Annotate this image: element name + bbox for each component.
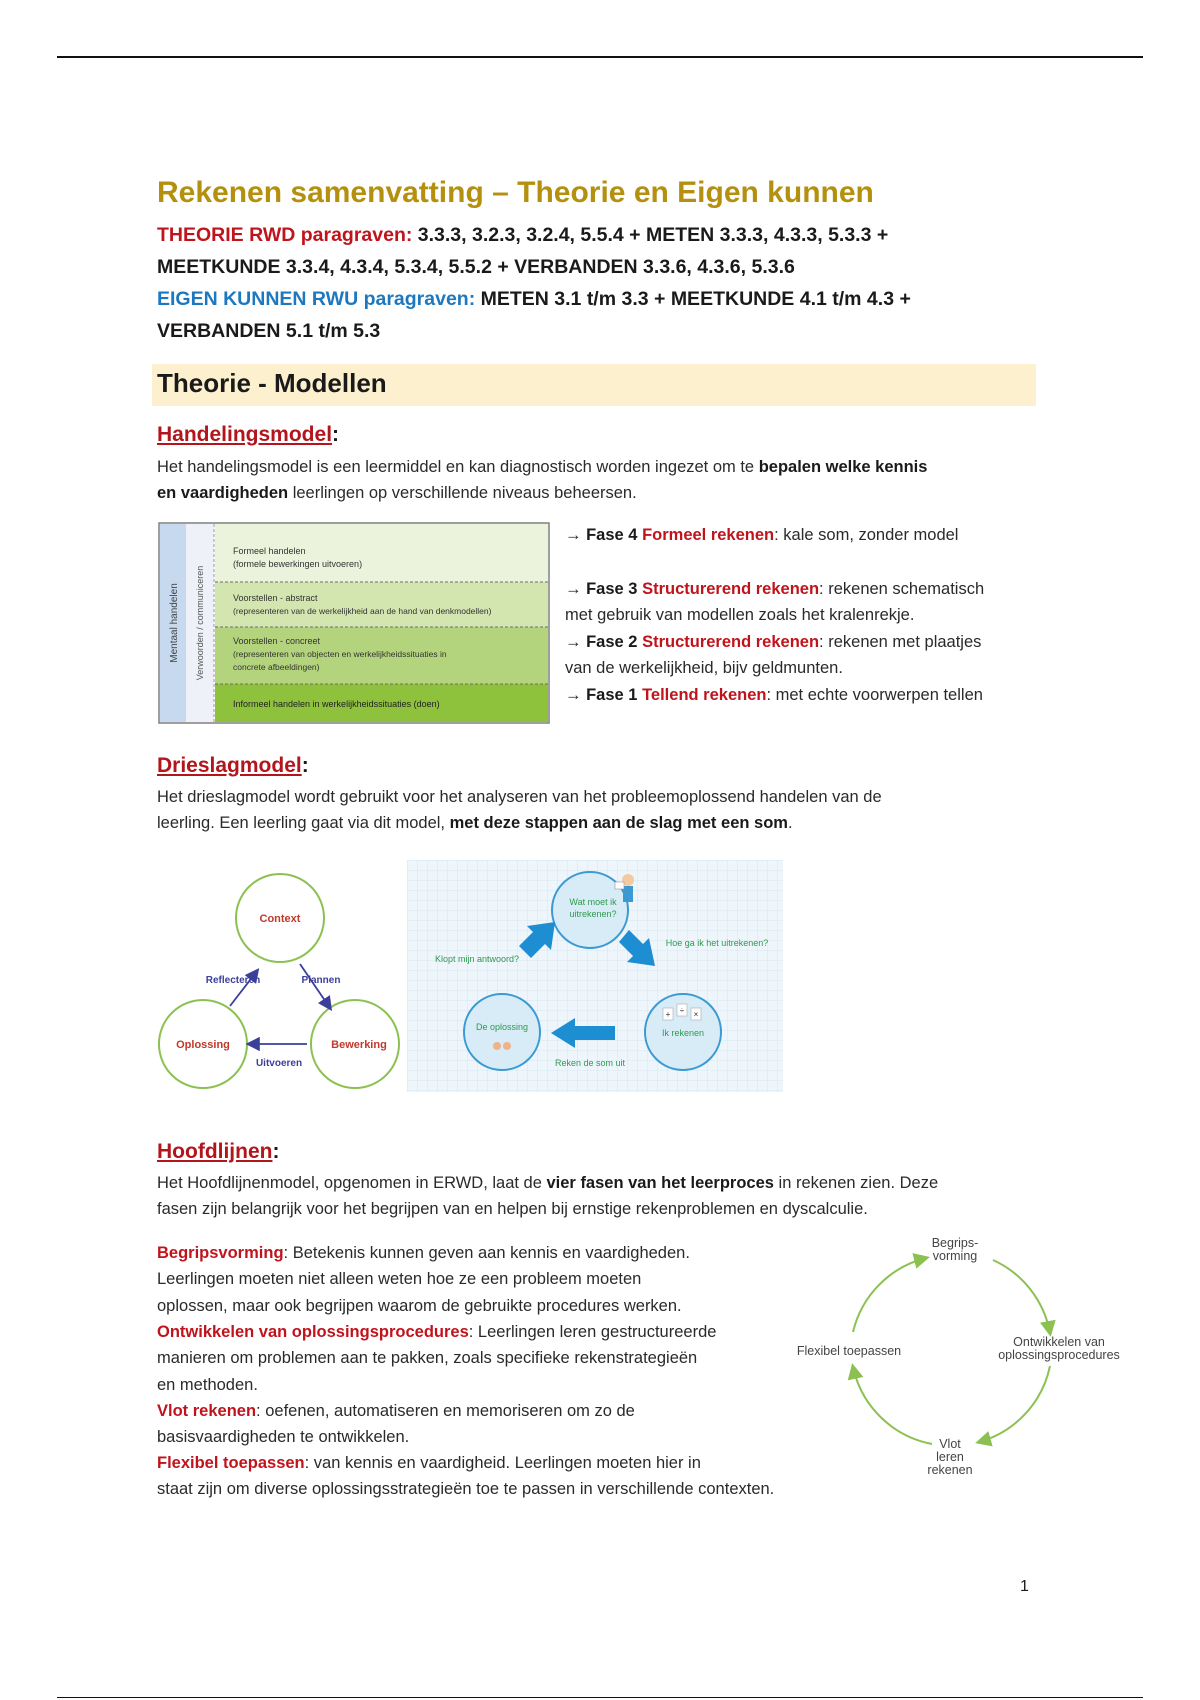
level-abstract — [215, 582, 548, 627]
svg-text:oplossingsprocedures: oplossingsprocedures — [998, 1348, 1120, 1362]
svg-text:rekenen: rekenen — [927, 1463, 973, 1477]
svg-text:(formele bewerkingen uitvoeren: (formele bewerkingen uitvoeren) — [233, 559, 363, 569]
svg-text:(representeren van de werkelij: (representeren van de werkelijkheid aan de hand van denkmodellen) — [233, 606, 492, 616]
svg-text:Context: Context — [259, 913, 301, 925]
page-number: 1 — [1020, 1578, 1029, 1595]
hoofdlijnen-text: Het Hoofdlijnenmodel, opgenomen in ERWD, laat de vier fasen van het leerproces in rekenen zien. Deze fasen zijn belangrijk voor het begrijpen van en helpen bij ernstige rekenproblemen en dyscalculie. — [157, 1174, 939, 1218]
svg-text:Uitvoeren: Uitvoeren — [255, 1058, 303, 1069]
eigen-kunnen-paragraphs: EIGEN KUNNEN RWU paragraven: METEN 3.1 t/m 3.3 + MEETKUNDE 4.1 t/m 4.3 + VERBANDEN 5.1 t/m 5.3 — [157, 288, 911, 342]
svg-text:Oplossing: Oplossing — [176, 1039, 230, 1051]
svg-text:Reken de som uit: Reken de som uit — [554, 1058, 626, 1068]
side-label-outer: Mentaal handelen — [169, 583, 180, 663]
svg-text:Klopt mijn antwoord?: Klopt mijn antwoord? — [434, 954, 520, 964]
svg-text:leren: leren — [936, 1450, 964, 1464]
svg-text:Formeel handelen: Formeel handelen — [233, 546, 306, 556]
drieslag-kids-diagram — [407, 860, 783, 1092]
phase-1: → Fase 1 Tellend rekenen: met echte voorwerpen tellen — [565, 686, 983, 704]
svg-text:Wat moet ik: Wat moet ik — [569, 897, 617, 907]
svg-text:Plannen: Plannen — [301, 975, 341, 986]
hoofdlijnen-heading: Hoofdlijnen: — [157, 1140, 280, 1163]
svg-text:÷: ÷ — [679, 1006, 685, 1015]
svg-text:Voorstellen - abstract: Voorstellen - abstract — [233, 593, 318, 603]
hoofdlijnen-cycle-diagram — [785, 1230, 1135, 1482]
svg-text:Ontwikkelen van: Ontwikkelen van — [1013, 1335, 1105, 1349]
handelingsmodel-diagram — [158, 522, 550, 724]
page-title: Rekenen samenvatting – Theorie en Eigen kunnen — [157, 176, 874, 209]
drieslagmodel-text: Het drieslagmodel wordt gebruikt voor het analyseren van het probleemoplossend handelen van de leerling. Een leerling gaat via dit model, met deze stappen aan de slag met een som. — [157, 788, 882, 832]
svg-text:Informeel handelen in werkelij: Informeel handelen in werkelijkheidssituaties (doen) — [233, 699, 440, 709]
handelingsmodel-text: Het handelingsmodel is een leermiddel en kan diagnostisch worden ingezet om te bepalen welke kennis en vaardigheden leerlingen op verschillende niveaus beheersen. — [157, 458, 928, 502]
svg-text:Reflecteren: Reflecteren — [205, 975, 261, 986]
hoofdlijnen-ontwikkelen: Ontwikkelen van oplossingsprocedures: Leerlingen leren gestructureerde manieren om problemen aan te pakken, zoals specifieke rekenstrategieën en methoden. — [157, 1323, 717, 1394]
svg-text:Bewerking: Bewerking — [331, 1039, 387, 1051]
svg-text:Voorstellen - concreet: Voorstellen - concreet — [233, 636, 321, 646]
phase-2: → Fase 2 Structurerend rekenen: rekenen met plaatjes van de werkelijkheid, bijv geldmunten. — [565, 633, 982, 677]
phase-4: → Fase 4 Formeel rekenen: kale som, zonder model — [565, 526, 959, 544]
svg-text:×: × — [693, 1010, 699, 1019]
svg-text:uitrekenen?: uitrekenen? — [569, 909, 617, 919]
hoofdlijnen-flexibel: Flexibel toepassen: van kennis en vaardigheid. Leerlingen moeten hier in staat zijn om diverse oplossingsstrategieën toe te passen in verschillende contexten. — [157, 1454, 775, 1499]
svg-text:Flexibel toepassen: Flexibel toepassen — [796, 1344, 902, 1358]
svg-text:+: + — [665, 1010, 671, 1019]
theorie-paragraphs: THEORIE RWD paragraven: 3.3.3, 3.2.3, 3.2.4, 5.5.4 + METEN 3.3.3, 4.3.3, 5.3.3 + MEETKUNDE 3.3.4, 4.3.4, 5.3.4, 5.5.2 + VERBANDEN 3.3.6, 4.3.6, 5.3.6 — [157, 224, 889, 278]
phase-3: → Fase 3 Structurerend rekenen: rekenen schematisch met gebruik van modellen zoals het kralenrekje. — [565, 580, 985, 624]
drieslag-cycle-diagram — [155, 868, 405, 1092]
svg-text:Begrips-: Begrips- — [931, 1236, 979, 1250]
hoofdlijnen-begripsvorming: Begripsvorming: Betekenis kunnen geven aan kennis en vaardigheden. Leerlingen moeten niet alleen weten hoe ze een probleem moeten oplossen, maar ook begrijpen waarom de gebruikte procedures werken. — [157, 1244, 690, 1315]
side-label-inner: Verwoorden / communiceren — [195, 565, 205, 681]
svg-text:Ik rekenen: Ik rekenen — [661, 1028, 705, 1038]
section-title: Theorie - Modellen — [157, 368, 387, 398]
hoofdlijnen-vlot-rekenen: Vlot rekenen: oefenen, automatiseren en memoriseren om zo de basisvaardigheden te ontwikkelen. — [157, 1402, 635, 1447]
svg-text:Vlot: Vlot — [939, 1437, 961, 1451]
bottom-rule — [57, 1697, 1143, 1698]
kids-left-circle — [464, 994, 540, 1070]
top-rule — [57, 56, 1143, 58]
handelingsmodel-heading: Handelingsmodel: — [157, 423, 340, 446]
svg-text:vorming: vorming — [932, 1249, 978, 1263]
drieslagmodel-heading: Drieslagmodel: — [157, 754, 309, 777]
svg-text:Hoe ga ik het uitrekenen?: Hoe ga ik het uitrekenen? — [665, 938, 769, 948]
svg-text:(representeren van objecten en: (representeren van objecten en werkelijkheidssituaties in — [233, 649, 447, 659]
svg-text:concrete afbeeldingen): concrete afbeeldingen) — [233, 662, 320, 672]
svg-text:De oplossing: De oplossing — [475, 1022, 529, 1032]
